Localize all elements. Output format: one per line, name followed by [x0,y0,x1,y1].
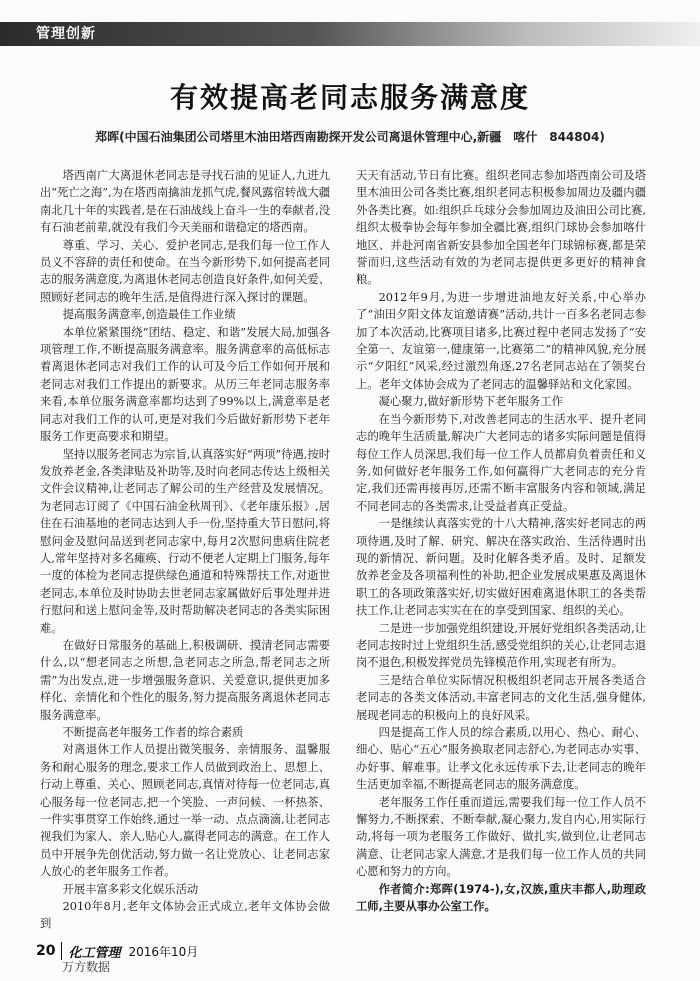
journal-logo: 化工管理 [68,945,121,961]
paragraph: 在当今新形势下,对改善老同志的生活水平、提升老同志的晚年生活质量,解决广大老同志的诸多实际问题是值得每位工作人员深思,我们每一位工作人员都肩负着责任和义务,如何做好老年服务工作,如何赢得广大老同志的充分肯定,我们还需再接再厉,还需不断丰富服务内容和领域,满足不同老同志的各类需求,让受益者真正受益。 [356,412,646,513]
paragraph: 一是继续认真落实党的十八大精神,落实好老同志的两项待遇,及时了解、研究、解决在落实政治、生活待遇时出现的新情况、新问题。及时化解各类矛盾。及时、足额发放养老金及各项福利性的补助,把企业发展成果惠及离退休职工的各项政策落实好,切实做好困难离退休职工的各类帮扶工作,让老同志实实在在的享受到国家、组织的关心。 [356,517,646,618]
paragraph: 三是结合单位实际情况积极组织老同志开展各类适合老同志的各类文体活动,丰富老同志的文化生活,强身健体,展现老同志的积极向上的良好风采。 [356,673,646,722]
section-tag: 管理创新 [36,26,96,42]
subheading: 开展丰富多彩文化娱乐活动 [62,882,199,896]
section-band [0,22,700,46]
right-column [356,167,646,939]
issue-date: 2016年10月 [128,944,199,959]
paragraph: 2012年9月,为进一步增进油地友好关系,中心举办了“油田夕阳文体友谊邀请赛”活动,共计一百多名老同志参加了本次活动,比赛项目诸多,比赛过程中老同志发扬了“安全第一、友谊第一,健康第一,比赛第二”的精神风貌,充分展示“夕阳红”风采,经过激烈角逐,27名老同志站在了领奖台上。老年文体协会成为了老同志的温馨驿站和文化家园。 [356,290,646,391]
page-number: 20 [36,943,56,959]
paragraph: 对离退休工作人员提出微笑服务、亲情服务、温馨服务和耐心服务的理念,要求工作人员做到政治上、思想上、行动上尊重、关心、照顾老同志,真情对待每一位老同志,真心服务每一位老同志,把一个笑脸、一声问候、一杯热茶、一件实事贯穿工作始终,通过一举一动、点点滴滴,让老同志视我们为家人、亲人,贴心人,赢得老同志的满意。在工作人员中开展争先创优活动,努力做一名让党放心、让老同志家人放心的老年服务工作者。 [40,743,330,879]
paragraph: 2010年8月,老年文体协会正式成立,老年文体协会做到 [40,900,330,931]
paragraph: 天天有活动,节日有比赛。组织老同志参加塔西南公司及塔里木油田公司各类比赛,组织老同志积极参加周边及疆内疆外各类比赛。如:组织乒乓球分会参加周边及油田公司比赛,组织太极拳协会每年参加全疆比赛,组织门球协会参加喀什地区、并赴河南省新安县参加全国老年门球锦标赛,都是荣誉而归,这些活动有效的为老同志提供更多更好的精神食粮。 [356,169,646,287]
paragraph: 尊重、学习、关心、爱护老同志,是我们每一位工作人员义不容辞的责任和使命。在当今新形势下,如何提高老同志的服务满意度,为离退休老同志创造良好条件,如何关爱、照顾好老同志的晚年生活,是值得进行深入探讨的课题。 [40,238,330,304]
paragraph: 二是进一步加强党组织建设,开展好党组织各类活动,让老同志按时过上党组织生活,感受党组织的关心,让老同志退岗不退色,积极发挥党员先锋模范作用,实现老有所为。 [356,621,646,670]
author-bio: 作者简介:郑晖(1974-),女,汉族,重庆丰都人,助理政工师,主要从事办公室工作。 [356,882,646,914]
article-title: 有效提高老同志服务满意度 [169,81,530,114]
paragraph: 坚持以服务老同志为宗旨,认真落实好“两项”待遇,按时发放养老金,各类津贴及补助等,及时向老同志传达上级相关文件会议精神,让老同志了解公司的生产经营及发展情况。为老同志订阅了《中国石油金秋周刊》、《老年康乐报》,居住在石油基地的老同志达到人手一份,坚持重大节日慰问,将慰问金及慰问品送到老同志家中,每月2次慰问患病住院老人,常年坚持对多名瘫痪、行动不便老人定期上门服务,每年一度的体检为老同志提供绿色通道和特殊帮扶工作,对逝世老同志,本单位及时协助去世老同志家属做好后事处理并进行慰问和送上慰问金等,及时帮助解决老同志的各类实际困难。 [40,447,330,635]
subheading: 凝心聚力,做好新形势下老年服务工作 [378,395,563,409]
watermark: 万方数据 [62,960,111,974]
paragraph: 四是提高工作人员的综合素质,以用心、热心、耐心、细心、贴心“五心”服务换取老同志舒心,为老同志办实事、办好事、解难事。让孝文化永远传承下去,让老同志的晚年生活更加幸福,不断提高老同志的服务满意度。 [356,726,646,792]
left-column [40,167,330,939]
subheading: 不断提高老年服务工作者的综合素质 [62,726,244,739]
author-byline: 郑晖(中国石油集团公司塔里木油田塔西南勘探开发公司离退休管理中心,新疆 喀什 844804) [95,130,605,144]
paragraph: 老年服务工作任重而道远,需要我们每一位工作人员不懈努力,不断探索、不断奉献,凝心聚力,发自内心,用实际行动,将每一项为老服务工作做好、做扎实,做到位,让老同志满意、让老同志家人满意,才是我们每一位工作人员的共同心愿和努力的方向。 [356,795,646,879]
paragraph: 在做好日常服务的基础上,积极调研、摸清老同志需要什么,以“想老同志之所想,急老同志之所急,帮老同志之所需”为出发点,进一步增强服务意识、关爱意识,提供更加多样化、亲情化和个性化的服务,努力提高服务离退休老同志服务满意率。 [40,638,330,722]
paragraph: 本单位紧紧围绕“团结、稳定、和谐”发展大局,加强各项管理工作,不断提高服务满意率。服务满意率的高低标志着离退休老同志对我们工作的认可及今后工作如何开展和老同志对我们工作提出的新要求。从历三年老同志服务率来看,本单位服务满意率都均达到了99%以上,满意率是老同志对我们工作的认可,更是对我们今后做好新形势下老年服务工作更高要求和期望。 [40,325,330,444]
paragraph: 塔西南广大离退休老同志是寻找石油的见证人,九进九出“死亡之海”,为在塔西南擒油龙抓气虎,餐风露宿转战大疆南北几十年的实践者,是在石油战线上奋斗一生的奉献者,没有石油老前辈,就没有我们今天美丽和谐稳定的塔西南。 [40,169,330,235]
page-footer [36,941,198,961]
subheading: 提高服务满意率,创造最佳工作业绩 [62,308,236,322]
